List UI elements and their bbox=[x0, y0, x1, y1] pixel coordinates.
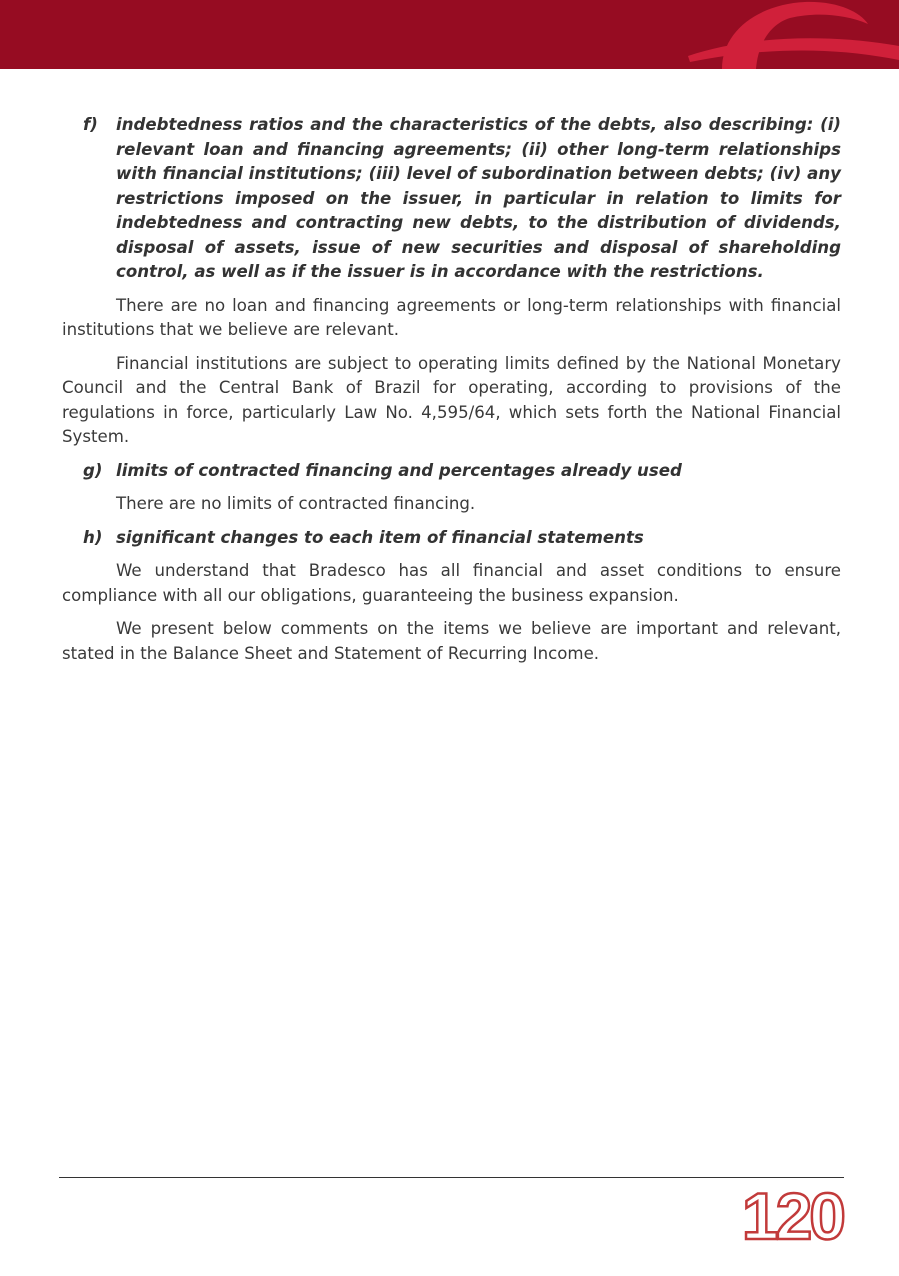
footer-divider bbox=[59, 1177, 844, 1178]
section-title: significant changes to each item of financial statements bbox=[116, 527, 644, 547]
header-band bbox=[0, 0, 899, 69]
section-title: limits of contracted financing and percentages already used bbox=[116, 460, 682, 480]
section-letter: h) bbox=[83, 527, 103, 547]
paragraph-operating-limits: Financial institutions are subject to operating limits defined by the National Monetary Council and the Central Bank of Brazil for operating, according to provisions of the regulations in force, particularly Law No. 4,595/64, which sets forth the National Financial System. bbox=[62, 353, 841, 446]
section-letter: g) bbox=[83, 460, 103, 480]
bradesco-arc-icon bbox=[0, 0, 899, 69]
paragraph-financing-limits: There are no limits of contracted financing. bbox=[116, 494, 476, 513]
page-number: 120 bbox=[741, 1179, 843, 1253]
section-f-heading bbox=[83, 113, 841, 285]
document-body bbox=[62, 113, 841, 675]
section-g-heading bbox=[83, 459, 841, 484]
paragraph-loan-agreements: There are no loan and financing agreements or long-term relationships with financial institutions that we believe are relevant. bbox=[62, 295, 841, 339]
section-letter: f) bbox=[83, 115, 98, 134]
paragraph-asset-conditions: We understand that Bradesco has all financial and asset conditions to ensure compliance with all our obligations, guaranteeing the business expansion. bbox=[62, 561, 841, 605]
section-h-heading bbox=[83, 526, 841, 551]
section-title: indebtedness ratios and the characteristics of the debts, also describing: (i) relevant loan and financing agreements; (ii) other long-term relationships with financial institutions; (iii) level of subordination between debts; (iv) any restrictions imposed on the issuer, in particular in relation to limits for indebtedness and contracting new debts, to the distribution of dividends, disposal of assets, issue of new securities and disposal of shareholding control, as well as if the issuer is in accordance with the restrictions. bbox=[116, 115, 841, 281]
paragraph-comments-intro: We present below comments on the items we believe are important and relevant, stated in the Balance Sheet and Statement of Recurring Income. bbox=[62, 619, 841, 663]
